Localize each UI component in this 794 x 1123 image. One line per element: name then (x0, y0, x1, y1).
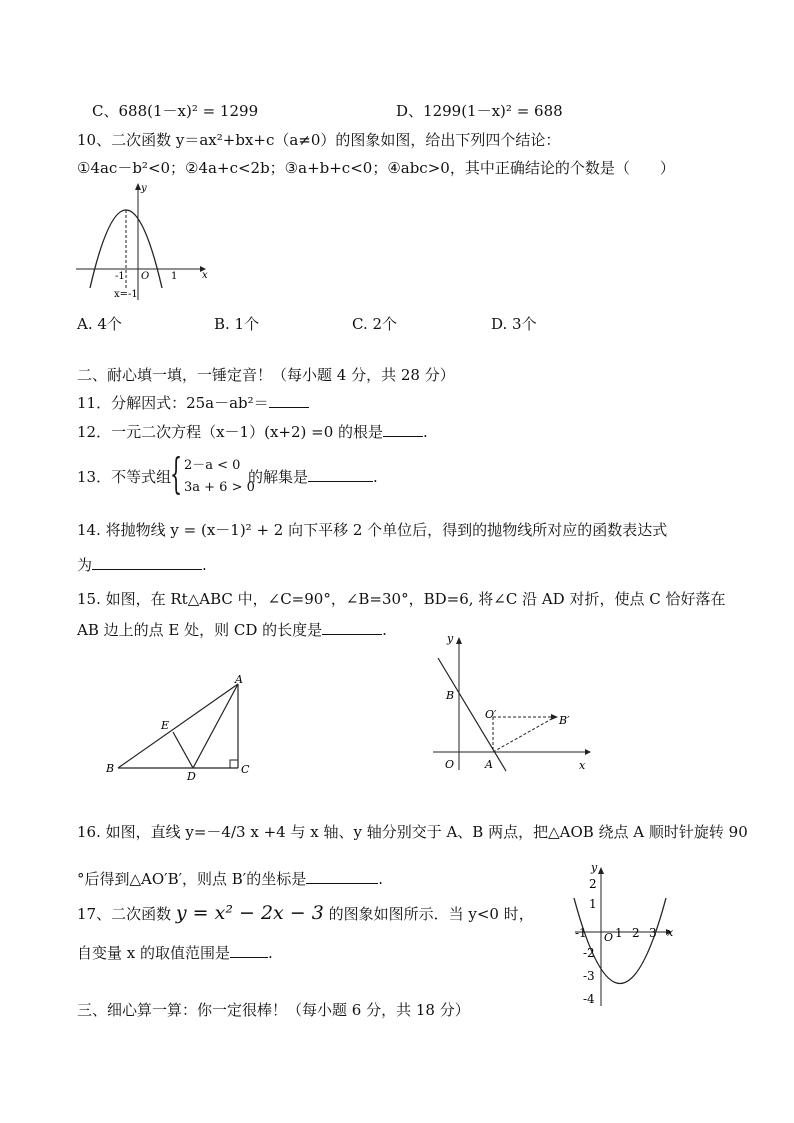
q17-tick-minus-3: -3 (583, 969, 595, 983)
q13-inequality-2: 3a + 6 > 0 (184, 480, 255, 495)
q15-line-1: 15. 如图，在 Rt△ABC 中，∠C=90°，∠B=30°，BD=6, 将∠C 沿 AD 对折，使点 C 恰好落在 (77, 590, 726, 608)
q13-answer-blank[interactable] (308, 467, 373, 482)
q14-line-1: 14. 将抛物线 y = (x－1)² + 2 向下平移 2 个单位后，得到的抛物线所对应的函数表达式 (77, 521, 668, 539)
q10-x-label: x (202, 270, 208, 281)
q15-label-a: A (235, 673, 243, 686)
q17-answer-blank[interactable] (230, 943, 268, 958)
q17-label-o: O (604, 931, 614, 944)
q15-label-b: B (106, 762, 115, 775)
q16-label-a: A (485, 758, 493, 771)
q10-option-a: A. 4个 (77, 315, 122, 333)
q17-label-x: x (667, 926, 674, 939)
q9-option-d: D、1299(1－x)² = 688 (396, 102, 563, 120)
q16-label-o-prime: O′ (485, 708, 497, 721)
q15-label-d: D (187, 770, 196, 782)
q15-answer-blank[interactable] (322, 620, 382, 635)
q10-stem: 10、二次函数 y＝ax²+bx+c（a≠0）的图象如图，给出下列四个结论： (77, 131, 561, 149)
q17-line-1a: 17、二次函数 (77, 905, 172, 923)
q15-triangle-figure (100, 672, 260, 782)
q15-label-c: C (241, 763, 250, 776)
q14-line-2: 为 (77, 556, 93, 574)
q17-label-y: y (591, 862, 598, 874)
q16-label-y: y (447, 632, 454, 645)
q16-label-b: B (446, 689, 455, 702)
section-2-title: 二、耐心填一填，一锤定音！（每小题 4 分，共 28 分） (77, 366, 455, 384)
q16-rotation-figure (425, 630, 595, 775)
q17-x-tick-1: 1 (615, 926, 623, 940)
q15-side-ab (118, 684, 238, 768)
q10-y-label: y (141, 183, 147, 194)
q16: °后得到△AO′B′，则点 B′的坐标是 . (77, 870, 383, 888)
q12-answer-blank[interactable] (383, 422, 423, 437)
q14-answer-blank[interactable] (92, 555, 202, 570)
q17-x-tick-2: 2 (632, 926, 640, 940)
q15-segment-ad (193, 684, 238, 768)
q17-line-1b: 的图象如图所示．当 y<0 时， (328, 905, 534, 923)
q10-origin-label: O (141, 271, 150, 282)
q10-option-b: B. 1个 (214, 315, 260, 333)
q9-option-c: C、688(1－x)² = 1299 (92, 102, 259, 120)
q17-tick-minus-4: -4 (583, 992, 595, 1006)
q17-formula: y = x² − 2x − 3 (175, 902, 324, 924)
q14: 为 . (77, 556, 207, 574)
q17-parabola-figure (565, 862, 680, 1012)
q17-tick-2: 2 (589, 877, 597, 891)
q16-answer-blank[interactable] (306, 869, 378, 884)
q17-tick-1: 1 (589, 897, 597, 911)
q10-option-d: D. 3个 (491, 315, 537, 333)
q10-minus-one-label: -1 (115, 271, 125, 282)
q15-line-2: AB 边上的点 E 处，则 CD 的长度是 (77, 621, 323, 639)
q16-segment-ab1 (493, 717, 555, 752)
section-3-title: 三、细心算一算：你一定很棒！（每小题 6 分，共 18 分） (77, 1001, 470, 1019)
q11-answer-blank[interactable] (269, 393, 309, 408)
q16-label-x: x (579, 759, 586, 772)
q11 (77, 393, 309, 413)
q15: AB 边上的点 E 处，则 CD 的长度是 . (77, 621, 387, 639)
q17-x-tick-3: 3 (649, 926, 657, 940)
q17-x-tick-minus-1: -1 (575, 926, 587, 940)
q15-label-e: E (161, 719, 170, 732)
q10-one-label: 1 (171, 271, 178, 282)
q13-inequality-1: 2－a < 0 (184, 458, 241, 473)
q12-text: 12．一元二次方程（x－1）(x+2) =0 的根是 (77, 423, 384, 441)
q15-right-angle-mark (230, 760, 238, 768)
q17-tick-minus-2: -2 (583, 946, 595, 960)
q10-option-c: C. 2个 (352, 315, 398, 333)
q12: 12．一元二次方程（x－1）(x+2) =0 的根是 . (77, 423, 428, 441)
q17-line-1 (77, 903, 534, 924)
q16-label-b-prime: B′ (559, 714, 570, 727)
q16-label-o: O (445, 758, 455, 771)
q13-brace: { (170, 449, 183, 498)
q13-lead: 13．不等式组 (77, 468, 172, 486)
q10-axis-label: x=-1 (114, 289, 138, 300)
q16-line-1: 16. 如图，直线 y=－4/3 x +4 与 x 轴、y 轴分别交于 A、B 两点，把△AOB 绕点 A 顺时针旋转 90 (77, 823, 748, 841)
q16-line-2: °后得到△AO′B′，则点 B′的坐标是 (77, 870, 307, 888)
q13-tail: 的解集是 (248, 468, 309, 486)
q11-text: 11．分解因式：25a－ab²＝ (77, 394, 269, 412)
q17-line-2: 自变量 x 的取值范围是 (77, 944, 230, 962)
q10-conditions: ①4ac－b²<0；②4a+c<2b；③a+b+c<0；④abc>0，其中正确结论的个数是（ ） (77, 159, 675, 177)
q10-parabola-figure (74, 180, 214, 305)
q13: 的解集是 . (248, 468, 378, 486)
q15-segment-de (173, 732, 193, 768)
q17: 自变量 x 的取值范围是 . (77, 944, 273, 962)
